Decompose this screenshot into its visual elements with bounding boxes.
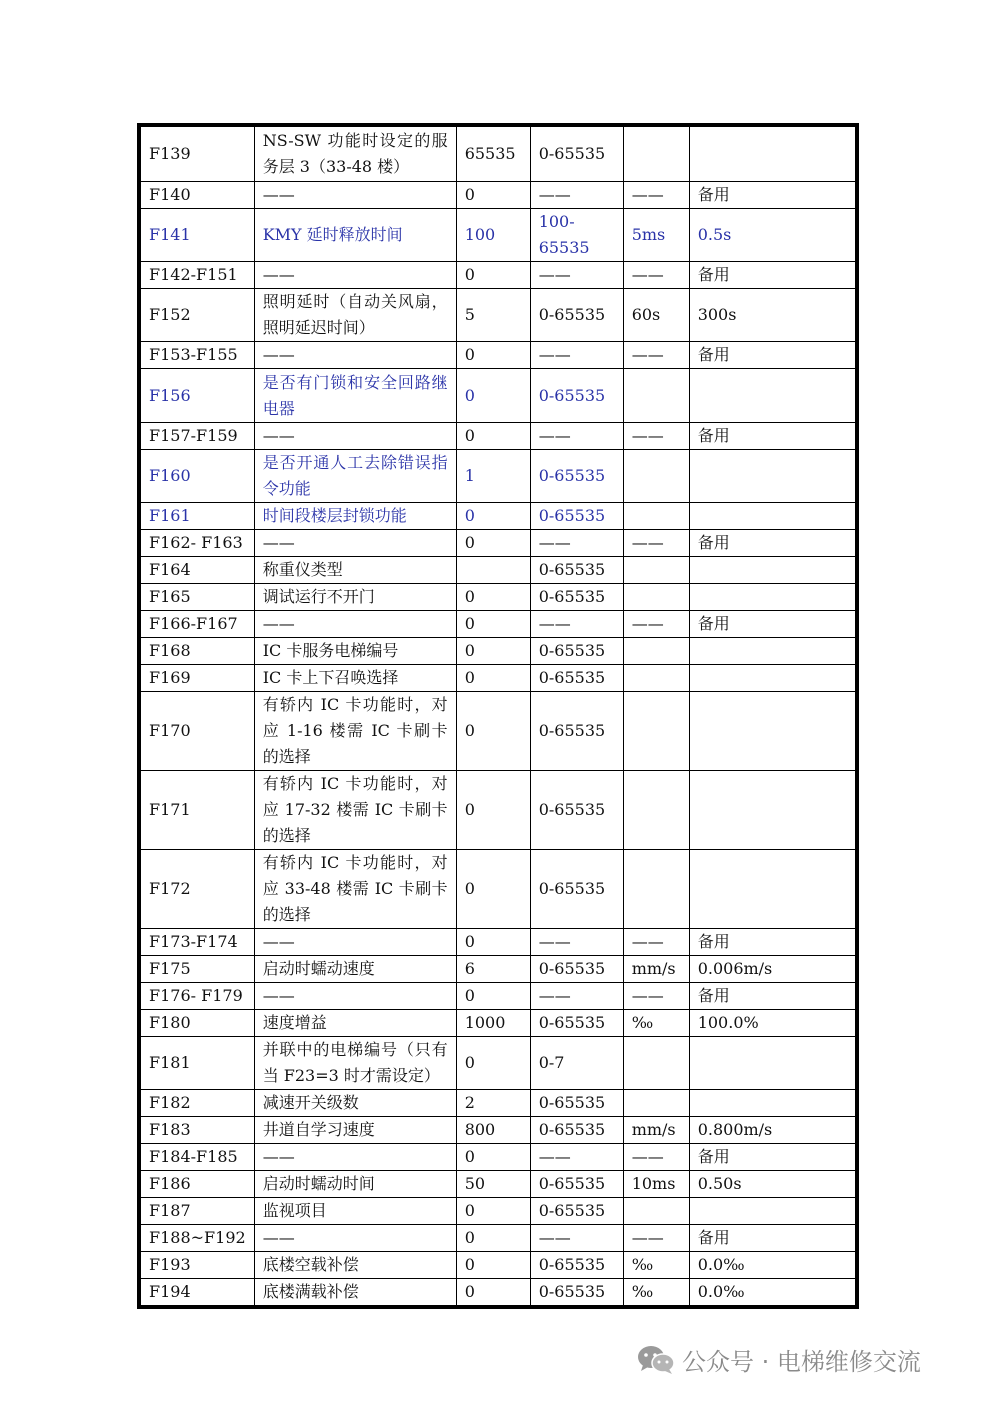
remark-cell: 备用 [689,262,855,289]
param-name-cell: IC 卡服务电梯编号 [254,638,456,665]
param-code-cell: F171 [141,771,255,850]
remark-cell [689,665,855,692]
remark-cell [689,584,855,611]
table-row [141,450,856,503]
param-code-cell: F194 [141,1279,255,1306]
setting-range-cell: 0-65535 [530,369,623,423]
table-row [141,530,856,557]
param-name-cell: KMY 延时释放时间 [254,209,456,262]
remark-cell: 备用 [689,983,855,1010]
param-code-cell: F140 [141,182,255,209]
setting-range-cell: 0-65535 [530,503,623,530]
default-value-cell: 100 [456,209,530,262]
setting-range-cell: —— [530,262,623,289]
param-name-cell: 底楼空载补偿 [254,1252,456,1279]
watermark [636,1342,921,1377]
param-name-cell: 是否有门锁和安全回路继电器 [254,369,456,423]
param-name-cell: 称重仪类型 [254,557,456,584]
param-name-cell: 有轿内 IC 卡功能时，对应 33-48 楼需 IC 卡刷卡的选择 [254,850,456,929]
param-code-cell: F141 [141,209,255,262]
param-code-cell: F173-F174 [141,929,255,956]
remark-cell: 备用 [689,182,855,209]
remark-cell: 0.0‰ [689,1279,855,1306]
default-value-cell: 0 [456,1037,530,1090]
setting-range-cell: 0-65535 [530,1171,623,1198]
param-name-cell: 速度增益 [254,1010,456,1037]
param-code-cell: F152 [141,289,255,342]
unit-cell: —— [623,611,689,638]
default-value-cell: 800 [456,1117,530,1144]
param-code-cell: F187 [141,1198,255,1225]
param-name-cell: 调试运行不开门 [254,584,456,611]
setting-range-cell: 0-65535 [530,850,623,929]
table-row [141,692,856,771]
param-name-cell: —— [254,530,456,557]
table-row [141,1117,856,1144]
param-code-cell: F169 [141,665,255,692]
remark-cell [689,850,855,929]
setting-range-cell: 0-65535 [530,1010,623,1037]
param-code-cell: F153-F155 [141,342,255,369]
remark-cell [689,638,855,665]
remark-cell: 0.800m/s [689,1117,855,1144]
table-row [141,956,856,983]
remark-cell [689,450,855,503]
table-row [141,1010,856,1037]
table-row [141,611,856,638]
param-code-cell: F157-F159 [141,423,255,450]
param-name-cell: NS-SW 功能时设定的服务层 3（33-48 楼） [254,127,456,182]
table-row [141,1198,856,1225]
param-code-cell: F168 [141,638,255,665]
param-name-cell: —— [254,929,456,956]
param-code-cell: F160 [141,450,255,503]
setting-range-cell: 0-65535 [530,1279,623,1306]
param-code-cell: F188~F192 [141,1225,255,1252]
param-name-cell: 监视项目 [254,1198,456,1225]
remark-cell [689,557,855,584]
table-row [141,1252,856,1279]
default-value-cell: 0 [456,262,530,289]
param-name-cell: 是否开通人工去除错误指令功能 [254,450,456,503]
unit-cell [623,638,689,665]
wechat-icon [636,1344,676,1376]
remark-cell: 300s [689,289,855,342]
remark-cell [689,1198,855,1225]
unit-cell: —— [623,423,689,450]
remark-cell: 100.0% [689,1010,855,1037]
param-code-cell: F139 [141,127,255,182]
unit-cell: —— [623,262,689,289]
default-value-cell: 0 [456,182,530,209]
table-row [141,209,856,262]
remark-cell [689,692,855,771]
param-code-cell: F172 [141,850,255,929]
default-value-cell: 0 [456,342,530,369]
default-value-cell: 0 [456,1198,530,1225]
table-row [141,182,856,209]
table-row [141,1279,856,1306]
setting-range-cell: —— [530,423,623,450]
param-code-cell: F142-F151 [141,262,255,289]
setting-range-cell: —— [530,342,623,369]
remark-cell: 0.5s [689,209,855,262]
table-row [141,423,856,450]
setting-range-cell: 0-65535 [530,771,623,850]
param-code-cell: F183 [141,1117,255,1144]
default-value-cell: 0 [456,1279,530,1306]
unit-cell: ‰ [623,1252,689,1279]
setting-range-cell: 0-65535 [530,289,623,342]
remark-cell: 备用 [689,530,855,557]
default-value-cell: 0 [456,983,530,1010]
param-name-cell: —— [254,1225,456,1252]
default-value-cell: 0 [456,850,530,929]
param-code-cell: F186 [141,1171,255,1198]
setting-range-cell: 100-65535 [530,209,623,262]
table-row [141,1037,856,1090]
setting-range-cell: 0-65535 [530,1252,623,1279]
param-code-cell: F180 [141,1010,255,1037]
unit-cell [623,503,689,530]
table-row [141,850,856,929]
remark-cell [689,503,855,530]
table-row [141,1144,856,1171]
param-code-cell: F162- F163 [141,530,255,557]
unit-cell: 5ms [623,209,689,262]
param-code-cell: F161 [141,503,255,530]
remark-cell: 0.006m/s [689,956,855,983]
default-value-cell: 2 [456,1090,530,1117]
unit-cell [623,1198,689,1225]
unit-cell [623,127,689,182]
param-name-cell: 底楼满载补偿 [254,1279,456,1306]
param-code-cell: F176- F179 [141,983,255,1010]
unit-cell [623,665,689,692]
table-row [141,557,856,584]
unit-cell: —— [623,1144,689,1171]
unit-cell [623,450,689,503]
table-row [141,929,856,956]
remark-cell [689,771,855,850]
param-code-cell: F184-F185 [141,1144,255,1171]
default-value-cell: 0 [456,584,530,611]
unit-cell [623,369,689,423]
param-name-cell: 时间段楼层封锁功能 [254,503,456,530]
unit-cell: —— [623,983,689,1010]
default-value-cell: 0 [456,423,530,450]
setting-range-cell: —— [530,182,623,209]
default-value-cell: 0 [456,665,530,692]
table-row [141,503,856,530]
param-name-cell: —— [254,182,456,209]
remark-cell [689,1090,855,1117]
remark-cell: 备用 [689,1225,855,1252]
default-value-cell: 1000 [456,1010,530,1037]
param-name-cell: 有轿内 IC 卡功能时，对应 1-16 楼需 IC 卡刷卡的选择 [254,692,456,771]
remark-cell: 备用 [689,1144,855,1171]
param-name-cell: 并联中的电梯编号（只有当 F23=3 时才需设定） [254,1037,456,1090]
default-value-cell: 0 [456,1252,530,1279]
default-value-cell: 0 [456,638,530,665]
table-row [141,127,856,182]
remark-cell [689,369,855,423]
setting-range-cell: 0-65535 [530,1198,623,1225]
unit-cell: —— [623,342,689,369]
unit-cell [623,771,689,850]
unit-cell [623,557,689,584]
unit-cell: —— [623,929,689,956]
default-value-cell: 0 [456,530,530,557]
remark-cell [689,1037,855,1090]
unit-cell [623,1037,689,1090]
default-value-cell: 0 [456,1144,530,1171]
default-value-cell: 0 [456,929,530,956]
setting-range-cell: —— [530,983,623,1010]
default-value-cell: 0 [456,369,530,423]
param-name-cell: —— [254,423,456,450]
default-value-cell: 0 [456,771,530,850]
param-code-cell: F182 [141,1090,255,1117]
unit-cell: —— [623,530,689,557]
param-code-cell: F156 [141,369,255,423]
setting-range-cell: 0-65535 [530,557,623,584]
table-row [141,665,856,692]
param-code-cell: F181 [141,1037,255,1090]
default-value-cell: 5 [456,289,530,342]
remark-cell: 0.0‰ [689,1252,855,1279]
setting-range-cell: 0-65535 [530,450,623,503]
remark-cell: 备用 [689,423,855,450]
unit-cell: —— [623,182,689,209]
setting-range-cell: 0-65535 [530,692,623,771]
setting-range-cell: —— [530,1225,623,1252]
table-row [141,638,856,665]
setting-range-cell: 0-65535 [530,1117,623,1144]
remark-cell [689,127,855,182]
setting-range-cell: 0-65535 [530,127,623,182]
param-name-cell: 启动时蠕动速度 [254,956,456,983]
default-value-cell [456,557,530,584]
setting-range-cell: —— [530,611,623,638]
param-name-cell: —— [254,342,456,369]
remark-cell: 备用 [689,929,855,956]
table-row [141,1225,856,1252]
table-row [141,369,856,423]
table-row [141,983,856,1010]
default-value-cell: 65535 [456,127,530,182]
param-code-cell: F164 [141,557,255,584]
param-code-cell: F175 [141,956,255,983]
unit-cell [623,850,689,929]
setting-range-cell: 0-7 [530,1037,623,1090]
unit-cell: 10ms [623,1171,689,1198]
unit-cell: mm/s [623,1117,689,1144]
param-name-cell: 照明延时（自动关风扇，照明延迟时间） [254,289,456,342]
param-name-cell: —— [254,611,456,638]
unit-cell [623,1090,689,1117]
parameter-table [140,126,856,1306]
default-value-cell: 50 [456,1171,530,1198]
table-row [141,342,856,369]
param-code-cell: F166-F167 [141,611,255,638]
setting-range-cell: 0-65535 [530,1090,623,1117]
watermark-text: 公众号 · 电梯维修交流 [682,1348,921,1376]
setting-range-cell: 0-65535 [530,638,623,665]
remark-cell: 0.50s [689,1171,855,1198]
default-value-cell: 0 [456,611,530,638]
param-name-cell: 有轿内 IC 卡功能时，对应 17-32 楼需 IC 卡刷卡的选择 [254,771,456,850]
unit-cell: ‰ [623,1010,689,1037]
param-name-cell: —— [254,1144,456,1171]
remark-cell: 备用 [689,611,855,638]
setting-range-cell: —— [530,1144,623,1171]
table-row [141,771,856,850]
default-value-cell: 0 [456,1225,530,1252]
param-name-cell: 启动时蠕动时间 [254,1171,456,1198]
table-row [141,289,856,342]
table-row [141,1171,856,1198]
param-name-cell: IC 卡上下召唤选择 [254,665,456,692]
param-name-cell: —— [254,262,456,289]
table-row [141,584,856,611]
unit-cell [623,584,689,611]
param-code-cell: F165 [141,584,255,611]
unit-cell: —— [623,1225,689,1252]
param-name-cell: 减速开关级数 [254,1090,456,1117]
parameter-table-frame [137,123,859,1309]
default-value-cell: 1 [456,450,530,503]
default-value-cell: 0 [456,692,530,771]
unit-cell: mm/s [623,956,689,983]
param-code-cell: F170 [141,692,255,771]
remark-cell: 备用 [689,342,855,369]
unit-cell [623,692,689,771]
param-name-cell: —— [254,983,456,1010]
param-name-cell: 井道自学习速度 [254,1117,456,1144]
table-row [141,1090,856,1117]
unit-cell: ‰ [623,1279,689,1306]
default-value-cell: 0 [456,503,530,530]
setting-range-cell: 0-65535 [530,665,623,692]
setting-range-cell: —— [530,929,623,956]
setting-range-cell: 0-65535 [530,956,623,983]
default-value-cell: 6 [456,956,530,983]
unit-cell: 60s [623,289,689,342]
table-row [141,262,856,289]
parameter-table-body [141,127,856,1306]
setting-range-cell: 0-65535 [530,584,623,611]
setting-range-cell: —— [530,530,623,557]
param-code-cell: F193 [141,1252,255,1279]
